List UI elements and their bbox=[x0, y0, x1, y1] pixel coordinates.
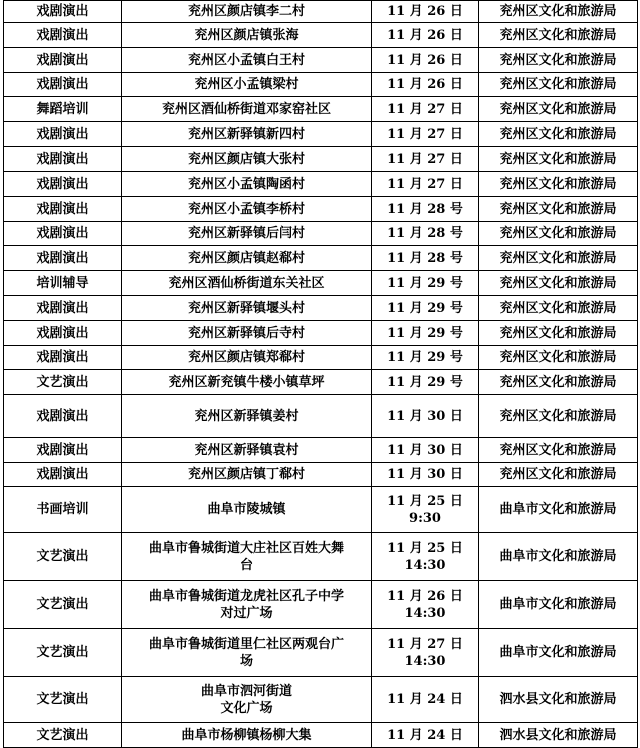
location: 曲阜市陵城镇 bbox=[207, 502, 286, 517]
location-cell bbox=[122, 172, 372, 197]
table-row bbox=[4, 438, 638, 463]
activity-type: 戏剧演出 bbox=[36, 408, 89, 424]
location: 兖州区颜店镇李二村 bbox=[187, 4, 305, 19]
activity-type-cell bbox=[4, 370, 122, 395]
location: 兖州区新兖镇牛楼小镇草坪 bbox=[168, 374, 325, 390]
activity-type-cell bbox=[4, 1, 122, 23]
table-row bbox=[4, 629, 638, 677]
date-cell bbox=[372, 723, 479, 748]
activity-type-cell bbox=[4, 629, 122, 677]
date-cell bbox=[372, 296, 479, 321]
date: 11 月 25 日 bbox=[387, 540, 463, 556]
date: 11 月 27 日 bbox=[387, 126, 463, 142]
location-cell bbox=[122, 122, 372, 147]
location: 曲阜市鲁城街道大庄社区百姓大舞 bbox=[148, 540, 344, 556]
activity-type-cell bbox=[4, 23, 122, 48]
activity-type-cell bbox=[4, 395, 122, 438]
organizer: 兖州区文化和旅游局 bbox=[499, 201, 617, 217]
organizer: 兖州区文化和旅游局 bbox=[499, 374, 617, 390]
organizer-cell bbox=[479, 677, 638, 723]
date: 11 月 29 号 bbox=[387, 350, 463, 365]
activity-type: 文艺演出 bbox=[36, 727, 89, 743]
organizer-cell bbox=[479, 463, 638, 487]
activity-type: 文艺演出 bbox=[36, 549, 89, 564]
organizer: 兖州区文化和旅游局 bbox=[499, 467, 617, 482]
date: 11 月 30 日 bbox=[387, 408, 463, 424]
date-cell bbox=[372, 97, 479, 122]
table-row bbox=[4, 723, 638, 748]
activity-type: 文艺演出 bbox=[36, 645, 89, 660]
date: 11 月 26 日 bbox=[387, 588, 463, 604]
table-row bbox=[4, 1, 638, 23]
schedule-table-body bbox=[4, 1, 638, 748]
activity-type-cell bbox=[4, 487, 122, 533]
activity-type-cell bbox=[4, 533, 122, 581]
organizer: 兖州区文化和旅游局 bbox=[499, 300, 617, 316]
activity-type: 书画培训 bbox=[36, 502, 89, 517]
location: 曲阜市泗河街道 bbox=[200, 683, 292, 699]
table-row bbox=[4, 296, 638, 321]
date-cell bbox=[372, 321, 479, 346]
location-cell bbox=[122, 677, 372, 723]
organizer: 兖州区文化和旅游局 bbox=[499, 27, 617, 43]
time: 14:30 bbox=[404, 605, 446, 621]
organizer-cell bbox=[479, 395, 638, 438]
organizer-cell bbox=[479, 723, 638, 748]
table-row bbox=[4, 463, 638, 487]
date: 11 月 30 日 bbox=[387, 467, 463, 482]
date-cell bbox=[372, 438, 479, 463]
location: 兖州区小孟镇陶函村 bbox=[187, 176, 305, 192]
table-row bbox=[4, 370, 638, 395]
activity-type: 戏剧演出 bbox=[36, 126, 89, 142]
date-cell bbox=[372, 23, 479, 48]
organizer: 泗水县文化和旅游局 bbox=[499, 727, 617, 743]
date: 11 月 28 号 bbox=[387, 250, 463, 266]
organizer-cell bbox=[479, 438, 638, 463]
activity-type-cell bbox=[4, 147, 122, 172]
date-cell bbox=[372, 172, 479, 197]
location-cell bbox=[122, 271, 372, 296]
date-cell bbox=[372, 677, 479, 723]
organizer-cell bbox=[479, 533, 638, 581]
organizer: 兖州区文化和旅游局 bbox=[499, 275, 617, 291]
activity-type-cell bbox=[4, 581, 122, 629]
date-cell bbox=[372, 73, 479, 97]
organizer-cell bbox=[479, 629, 638, 677]
table-row bbox=[4, 48, 638, 73]
activity-type-cell bbox=[4, 271, 122, 296]
date: 11 月 26 日 bbox=[387, 77, 463, 92]
organizer: 曲阜市文化和旅游局 bbox=[499, 502, 617, 517]
organizer-cell bbox=[479, 346, 638, 370]
time: 14:30 bbox=[404, 557, 446, 573]
activity-type: 戏剧演出 bbox=[36, 176, 89, 192]
organizer: 兖州区文化和旅游局 bbox=[499, 350, 617, 365]
activity-type: 戏剧演出 bbox=[36, 151, 89, 167]
organizer-cell bbox=[479, 197, 638, 222]
schedule-table bbox=[3, 0, 638, 748]
organizer: 兖州区文化和旅游局 bbox=[499, 77, 617, 92]
activity-type-cell bbox=[4, 246, 122, 271]
activity-type-cell bbox=[4, 48, 122, 73]
location: 兖州区小孟镇梁村 bbox=[194, 77, 299, 92]
date-cell bbox=[372, 581, 479, 629]
location-cell bbox=[122, 463, 372, 487]
location: 兖州区新驿镇新四村 bbox=[187, 126, 305, 142]
organizer: 兖州区文化和旅游局 bbox=[499, 226, 617, 241]
date: 11 月 28 号 bbox=[387, 201, 463, 217]
location-cell bbox=[122, 581, 372, 629]
location-cell bbox=[122, 395, 372, 438]
activity-type: 戏剧演出 bbox=[36, 77, 89, 92]
location: 兖州区新驿镇堰头村 bbox=[187, 300, 305, 316]
date: 11 月 27 日 bbox=[387, 176, 463, 192]
organizer-cell bbox=[479, 581, 638, 629]
organizer: 兖州区文化和旅游局 bbox=[499, 442, 617, 458]
location-line-2: 对过广场 bbox=[220, 605, 273, 621]
activity-type-cell bbox=[4, 172, 122, 197]
date-cell bbox=[372, 1, 479, 23]
table-row bbox=[4, 147, 638, 172]
table-row bbox=[4, 222, 638, 246]
activity-type: 培训辅导 bbox=[36, 275, 89, 291]
organizer: 兖州区文化和旅游局 bbox=[499, 325, 617, 341]
location: 兖州区颜店镇大张村 bbox=[187, 151, 305, 167]
location: 兖州区新驿镇袁村 bbox=[194, 442, 299, 458]
table-row bbox=[4, 197, 638, 222]
location-cell bbox=[122, 147, 372, 172]
date: 11 月 26 日 bbox=[387, 4, 463, 19]
organizer-cell bbox=[479, 1, 638, 23]
organizer-cell bbox=[479, 321, 638, 346]
location-line-2: 台 bbox=[239, 557, 253, 573]
location-cell bbox=[122, 246, 372, 271]
date: 11 月 26 日 bbox=[387, 52, 463, 68]
table-row bbox=[4, 533, 638, 581]
activity-type-cell bbox=[4, 723, 122, 748]
table-row bbox=[4, 487, 638, 533]
organizer-cell bbox=[479, 147, 638, 172]
location-line-2: 场 bbox=[239, 653, 253, 669]
activity-type: 文艺演出 bbox=[36, 692, 89, 707]
activity-type-cell bbox=[4, 677, 122, 723]
date-cell bbox=[372, 222, 479, 246]
location: 兖州区酒仙桥街道邓家窑社区 bbox=[161, 101, 331, 117]
location: 曲阜市鲁城街道龙虎社区孔子中学 bbox=[148, 588, 344, 604]
organizer: 曲阜市文化和旅游局 bbox=[499, 597, 617, 612]
organizer: 泗水县文化和旅游局 bbox=[499, 692, 617, 707]
activity-type-cell bbox=[4, 438, 122, 463]
organizer-cell bbox=[479, 172, 638, 197]
location: 兖州区酒仙桥街道东关社区 bbox=[168, 275, 325, 291]
activity-type-cell bbox=[4, 296, 122, 321]
organizer: 兖州区文化和旅游局 bbox=[499, 151, 617, 167]
activity-type-cell bbox=[4, 222, 122, 246]
location: 兖州区颜店镇丁郗村 bbox=[187, 467, 305, 482]
table-row bbox=[4, 73, 638, 97]
table-row bbox=[4, 23, 638, 48]
location: 兖州区新驿镇后闫村 bbox=[187, 226, 305, 241]
activity-type: 戏剧演出 bbox=[36, 442, 89, 458]
date: 11 月 29 号 bbox=[387, 374, 463, 390]
activity-type-cell bbox=[4, 463, 122, 487]
organizer-cell bbox=[479, 487, 638, 533]
location: 兖州区小孟镇李桥村 bbox=[187, 201, 305, 217]
organizer: 兖州区文化和旅游局 bbox=[499, 176, 617, 192]
location-cell bbox=[122, 723, 372, 748]
location-cell bbox=[122, 1, 372, 23]
date-cell bbox=[372, 395, 479, 438]
location: 兖州区颜店镇郑郗村 bbox=[187, 350, 305, 365]
date: 11 月 28 号 bbox=[387, 226, 463, 241]
location-cell bbox=[122, 48, 372, 73]
date-cell bbox=[372, 629, 479, 677]
date-cell bbox=[372, 147, 479, 172]
table-row bbox=[4, 395, 638, 438]
date-cell bbox=[372, 370, 479, 395]
location-cell bbox=[122, 370, 372, 395]
date: 11 月 27 日 bbox=[387, 151, 463, 167]
location-cell bbox=[122, 73, 372, 97]
location-cell bbox=[122, 197, 372, 222]
activity-type: 舞蹈培训 bbox=[36, 101, 89, 117]
table-row bbox=[4, 271, 638, 296]
date-cell bbox=[372, 487, 479, 533]
location: 曲阜市杨柳镇杨柳大集 bbox=[181, 727, 312, 743]
date: 11 月 24 日 bbox=[387, 727, 463, 743]
organizer-cell bbox=[479, 122, 638, 147]
organizer: 曲阜市文化和旅游局 bbox=[499, 645, 617, 660]
location: 兖州区小孟镇白王村 bbox=[187, 52, 305, 68]
activity-type: 文艺演出 bbox=[36, 374, 89, 390]
activity-type-cell bbox=[4, 197, 122, 222]
organizer-cell bbox=[479, 271, 638, 296]
date: 11 月 27 日 bbox=[387, 636, 463, 652]
table-row bbox=[4, 122, 638, 147]
activity-type: 戏剧演出 bbox=[36, 4, 89, 19]
activity-type: 戏剧演出 bbox=[36, 300, 89, 316]
location-cell bbox=[122, 97, 372, 122]
location-cell bbox=[122, 222, 372, 246]
time: 14:30 bbox=[404, 653, 446, 669]
date: 11 月 29 号 bbox=[387, 300, 463, 316]
organizer-cell bbox=[479, 23, 638, 48]
activity-type-cell bbox=[4, 122, 122, 147]
table-row bbox=[4, 677, 638, 723]
activity-type: 戏剧演出 bbox=[36, 27, 89, 43]
location: 兖州区颜店镇张海 bbox=[194, 27, 299, 43]
activity-type-cell bbox=[4, 346, 122, 370]
organizer-cell bbox=[479, 97, 638, 122]
date-cell bbox=[372, 346, 479, 370]
organizer-cell bbox=[479, 370, 638, 395]
location: 兖州区颜店镇赵郗村 bbox=[187, 250, 305, 266]
location-cell bbox=[122, 629, 372, 677]
organizer: 兖州区文化和旅游局 bbox=[499, 408, 617, 424]
table-row bbox=[4, 581, 638, 629]
location-cell bbox=[122, 296, 372, 321]
organizer: 兖州区文化和旅游局 bbox=[499, 126, 617, 142]
activity-type: 戏剧演出 bbox=[36, 350, 89, 365]
date-cell bbox=[372, 122, 479, 147]
date: 11 月 26 日 bbox=[387, 27, 463, 43]
date-cell bbox=[372, 271, 479, 296]
table-row bbox=[4, 346, 638, 370]
location-cell bbox=[122, 23, 372, 48]
location: 曲阜市鲁城街道里仁社区两观台广 bbox=[148, 636, 344, 652]
activity-type: 戏剧演出 bbox=[36, 52, 89, 68]
location-cell bbox=[122, 487, 372, 533]
date-cell bbox=[372, 246, 479, 271]
table-row bbox=[4, 321, 638, 346]
activity-type: 戏剧演出 bbox=[36, 250, 89, 266]
location: 兖州区新驿镇后寺村 bbox=[187, 325, 305, 341]
organizer-cell bbox=[479, 48, 638, 73]
organizer: 兖州区文化和旅游局 bbox=[499, 4, 617, 19]
date-cell bbox=[372, 197, 479, 222]
table-row bbox=[4, 246, 638, 271]
activity-type: 戏剧演出 bbox=[36, 325, 89, 341]
date: 11 月 29 号 bbox=[387, 325, 463, 341]
date-cell bbox=[372, 533, 479, 581]
location-cell bbox=[122, 533, 372, 581]
location-cell bbox=[122, 346, 372, 370]
activity-type: 文艺演出 bbox=[36, 597, 89, 612]
organizer: 曲阜市文化和旅游局 bbox=[499, 549, 617, 564]
organizer-cell bbox=[479, 296, 638, 321]
location-cell bbox=[122, 438, 372, 463]
date: 11 月 30 日 bbox=[387, 442, 463, 458]
location-line-2: 文化广场 bbox=[220, 700, 273, 716]
activity-type-cell bbox=[4, 321, 122, 346]
location-cell bbox=[122, 321, 372, 346]
activity-type: 戏剧演出 bbox=[36, 467, 89, 482]
date: 11 月 29 号 bbox=[387, 275, 463, 291]
organizer-cell bbox=[479, 222, 638, 246]
date-cell bbox=[372, 48, 479, 73]
organizer: 兖州区文化和旅游局 bbox=[499, 101, 617, 117]
activity-type: 戏剧演出 bbox=[36, 201, 89, 217]
location: 兖州区新驿镇姜村 bbox=[194, 408, 299, 424]
time: 9:30 bbox=[409, 510, 441, 526]
activity-type: 戏剧演出 bbox=[36, 226, 89, 241]
date-cell bbox=[372, 463, 479, 487]
date: 11 月 24 日 bbox=[387, 692, 463, 707]
date: 11 月 25 日 bbox=[387, 493, 463, 509]
organizer-cell bbox=[479, 246, 638, 271]
organizer: 兖州区文化和旅游局 bbox=[499, 52, 617, 68]
table-row bbox=[4, 97, 638, 122]
organizer-cell bbox=[479, 73, 638, 97]
activity-type-cell bbox=[4, 97, 122, 122]
activity-type-cell bbox=[4, 73, 122, 97]
table-row bbox=[4, 172, 638, 197]
organizer: 兖州区文化和旅游局 bbox=[499, 250, 617, 266]
date: 11 月 27 日 bbox=[387, 101, 463, 117]
